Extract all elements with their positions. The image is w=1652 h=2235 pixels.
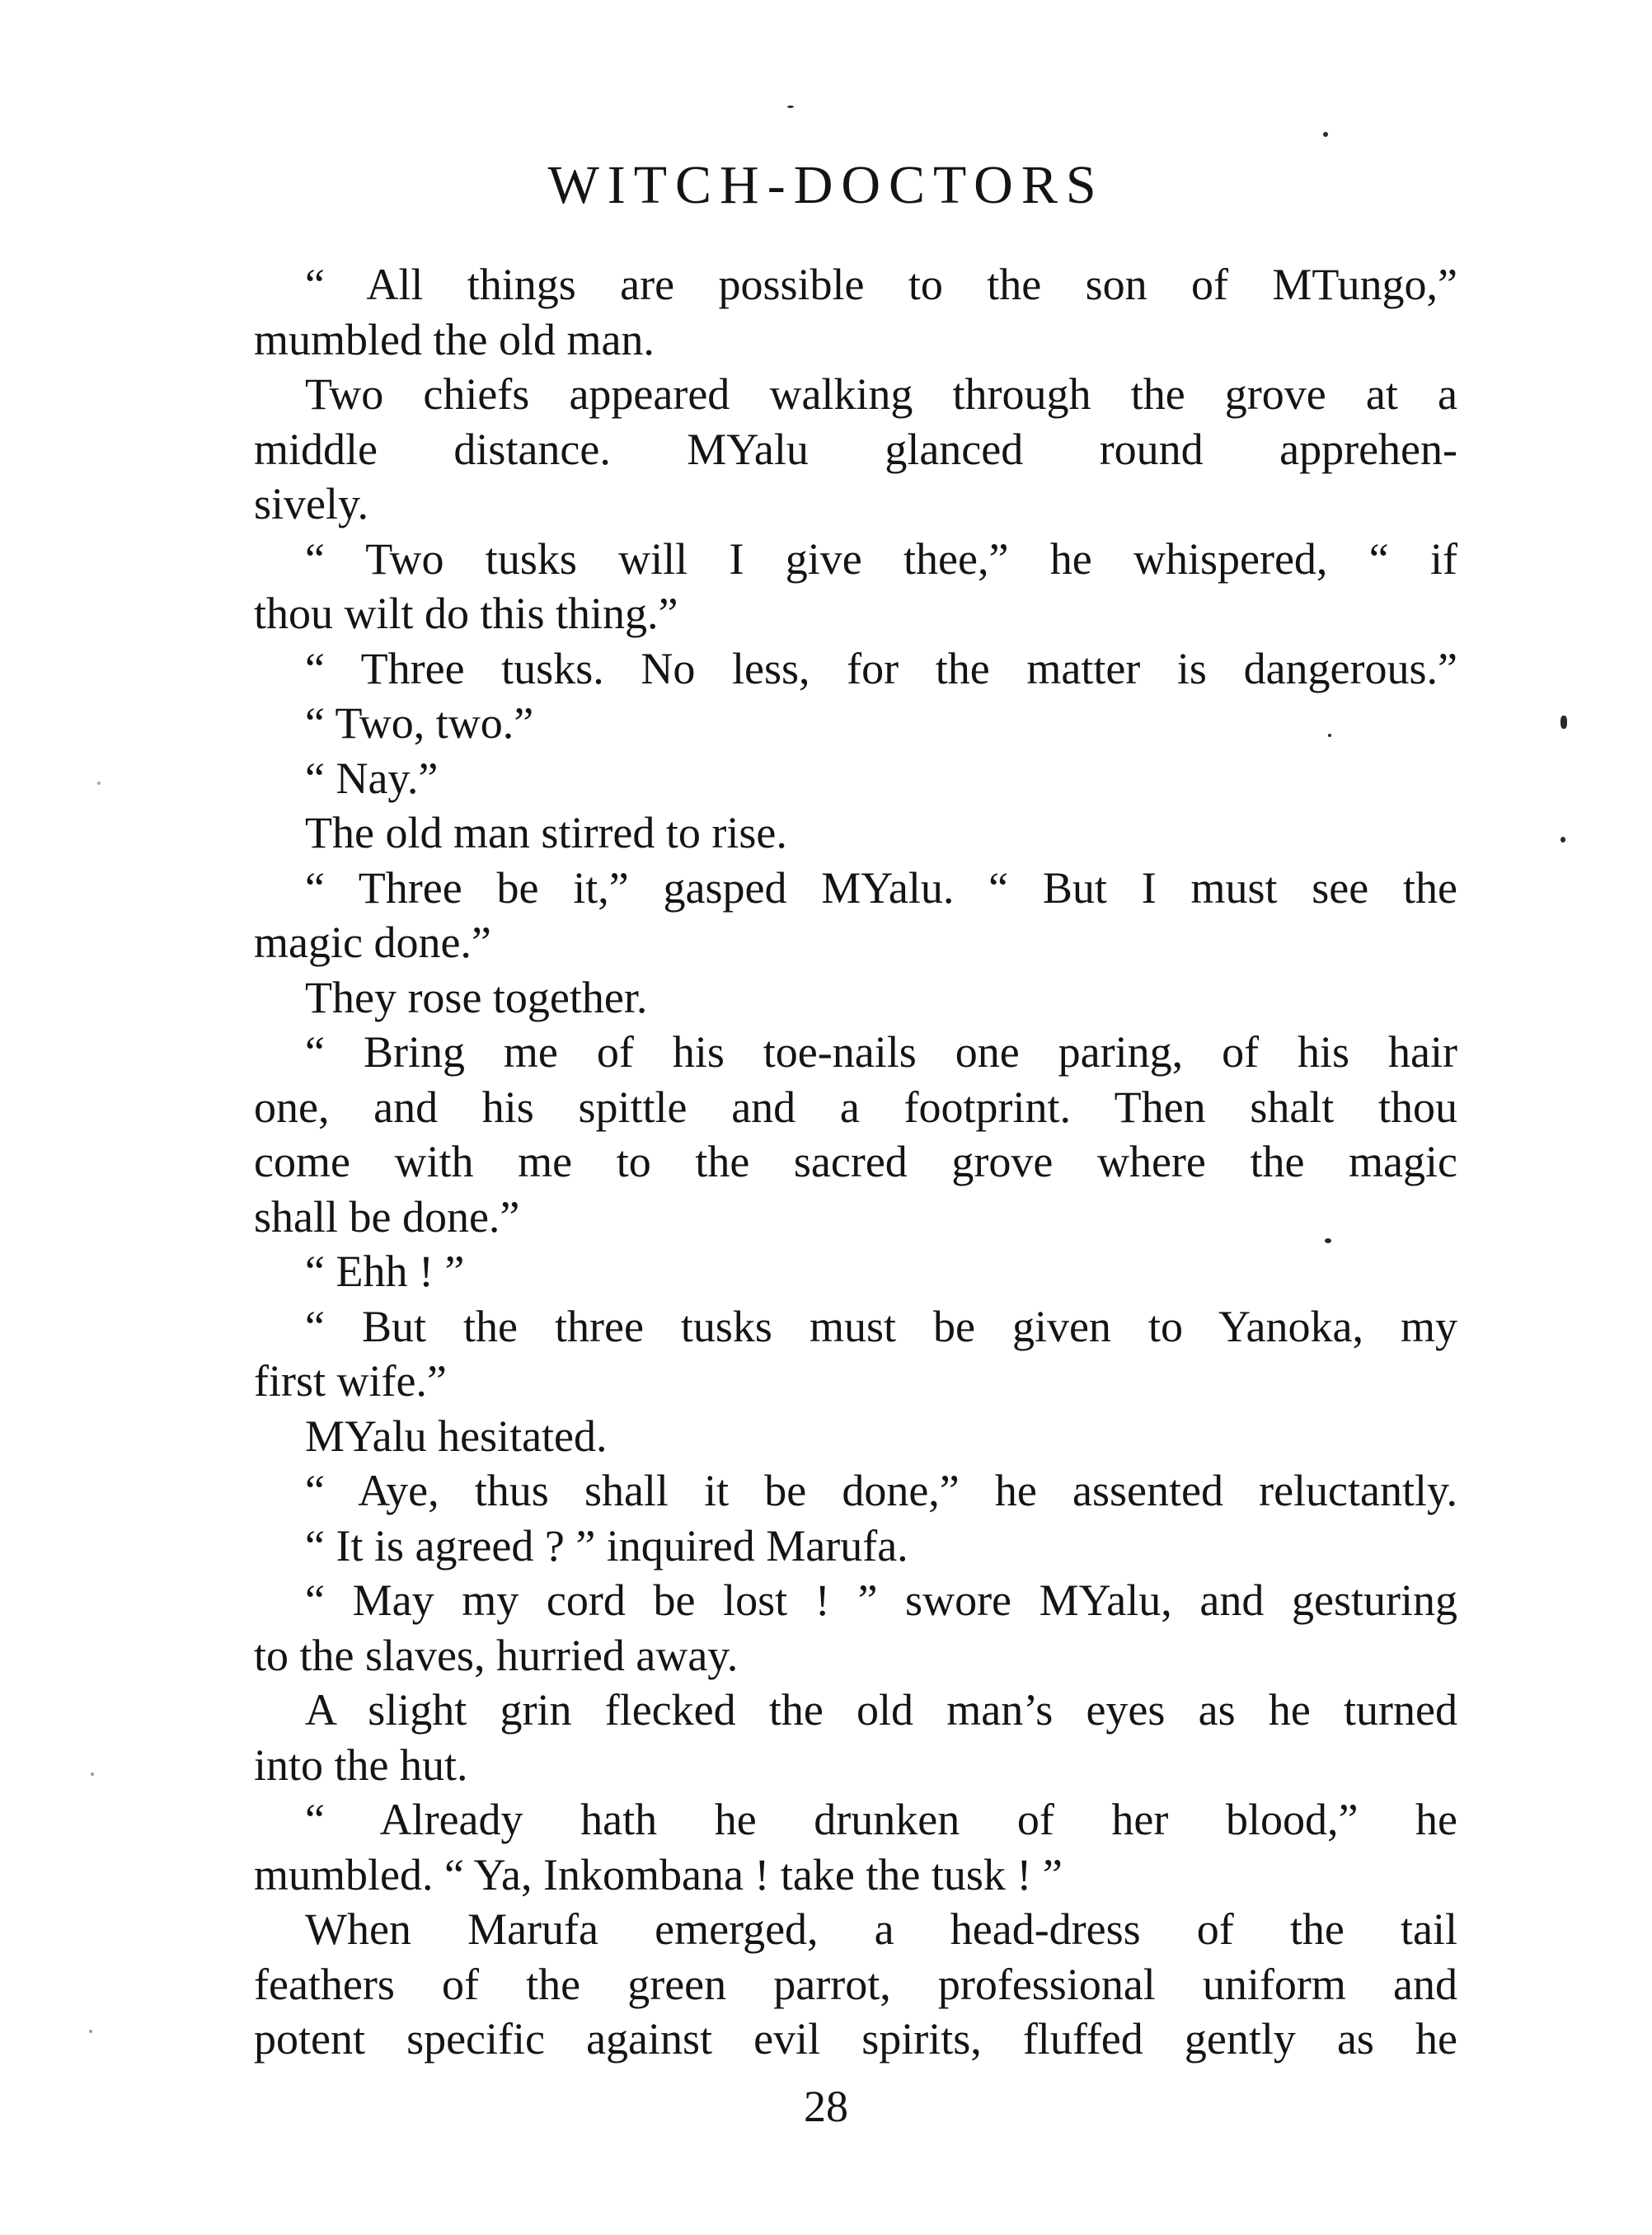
text-line: shall be done.” [254,1191,520,1242]
text-line: middle distance. MYalu glanced round apprehen- [254,424,1457,474]
scan-speck [1328,734,1331,737]
running-head: WITCH-DOCTORS [547,155,1105,215]
text-line: The old man stirred to rise. [305,808,787,857]
text-line: “ All things are possible to the son of MTungo,” [305,260,1457,309]
text-line: feathers of the green parrot, professional uniform and [254,1959,1457,2009]
body-text [254,257,1457,2067]
text-line: Two chiefs appeared walking through the grove at a [305,369,1457,419]
text-line: one, and his spittle and a footprint. Then shalt thou [254,1082,1457,1132]
text-line: “ May my cord be lost ! ” swore MYalu, and gesturing [305,1575,1457,1625]
scan-speck [787,106,794,108]
text-line: “ It is agreed ? ” inquired Marufa. [305,1520,908,1571]
text-line: first wife.” [254,1356,447,1406]
text-line: MYalu hesitated. [305,1411,608,1461]
scan-speck [97,782,101,785]
text-line: “ Three be it,” gasped MYalu. “ But I must see the [305,862,1457,913]
text-line: “ Three tusks. No less, for the matter is dangerous.” [305,643,1457,693]
text-line: into the hut. [254,1740,468,1790]
text-line: “ Bring me of his toe-nails one paring, of his hair [305,1027,1457,1077]
text-line: A slight grin flecked the old man’s eyes as he turned [305,1685,1457,1735]
text-line: magic done.” [254,918,491,967]
scan-speck [1325,1238,1331,1243]
scan-speck [1560,837,1565,843]
text-line: mumbled. “ Ya, Inkombana ! take the tusk ! ” [254,1849,1063,1899]
text-line: They rose together. [305,972,648,1022]
text-line: “ But the three tusks must be given to Yanoka, my [305,1301,1457,1351]
text-line: “ Ehh ! ” [305,1247,465,1296]
text-line: potent specific against evil spirits, fluffed gently as he [254,2014,1457,2064]
scan-speck [91,1773,94,1776]
text-line: “ Already hath he drunken of her blood,” he [305,1795,1457,1844]
text-line: “ Two, two.” [305,698,534,748]
scan-speck [1323,132,1328,137]
text-line: “ Nay.” [305,753,439,803]
scan-speck [89,2030,92,2033]
page-number: 28 [804,2082,848,2131]
text-line: thou wilt do this thing.” [254,589,678,638]
text-line: mumbled the old man. [254,314,655,364]
text-line: sively. [254,479,368,528]
text-line: come with me to the sacred grove where the magic [254,1137,1457,1186]
text-line: “ Aye, thus shall it be done,” he assented reluctantly. [305,1466,1457,1515]
text-line: When Marufa emerged, a head-dress of the tail [305,1904,1457,1954]
text-line: “ Two tusks will I give thee,” he whispered, “ if [305,533,1457,584]
scan-speck [1560,716,1567,729]
text-line: to the slaves, hurried away. [254,1630,739,1680]
